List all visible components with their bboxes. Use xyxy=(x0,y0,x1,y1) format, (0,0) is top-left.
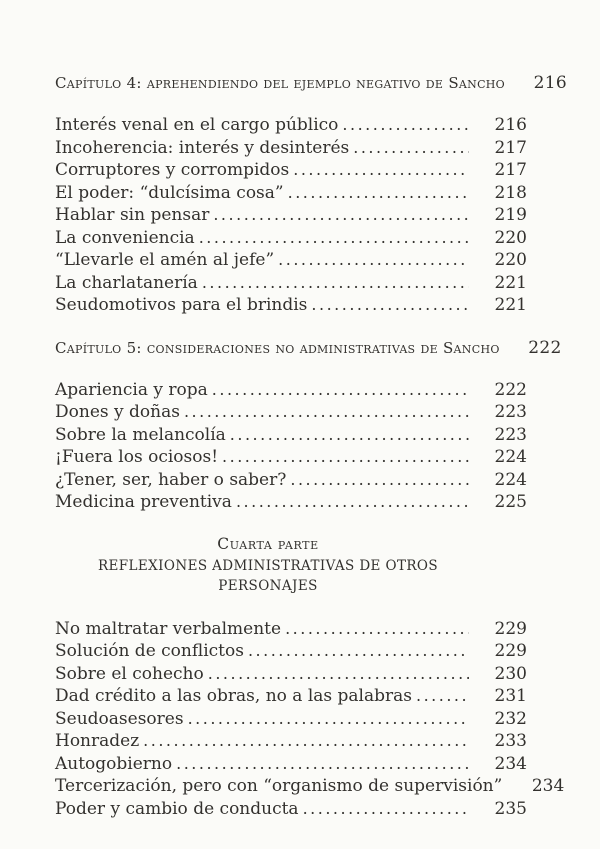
dot-leader xyxy=(208,663,469,685)
page-number: 221 xyxy=(494,272,527,293)
toc-entry-row xyxy=(55,294,527,317)
toc-entry-row xyxy=(55,424,527,447)
toc-entry-row xyxy=(55,753,527,776)
page-number: 229 xyxy=(494,641,527,661)
chapter-heading-row xyxy=(55,72,567,94)
dot-leader xyxy=(236,491,469,513)
page-number: 233 xyxy=(494,731,527,751)
toc-section xyxy=(55,72,567,317)
toc-entry-label: Medicina preventiva xyxy=(55,492,232,512)
page-number: 216 xyxy=(494,115,527,135)
dot-leader xyxy=(290,469,469,491)
page-number: 224 xyxy=(494,447,527,467)
dot-leader xyxy=(176,753,469,775)
dot-leader xyxy=(199,227,469,249)
toc-entry-label: Corruptores y corrompidos xyxy=(55,160,290,180)
chapter-heading-row xyxy=(55,337,562,359)
dot-leader xyxy=(285,618,469,640)
toc-entry-row xyxy=(55,798,527,821)
toc-entry-label: Seudomotivos para el brindis xyxy=(55,295,308,315)
toc-entry-label: Solución de conflictos xyxy=(55,641,244,661)
toc-entry-label: ¡Fuera los ociosos! xyxy=(55,447,219,467)
dot-leader xyxy=(278,249,469,271)
dot-leader xyxy=(212,379,469,401)
toc-entry-label: Hablar sin pensar xyxy=(55,205,210,225)
page-number: 235 xyxy=(494,798,527,819)
page-number: 220 xyxy=(494,250,527,270)
table-of-contents xyxy=(55,72,567,820)
dot-leader xyxy=(202,272,469,294)
toc-entry-row xyxy=(55,204,527,227)
chapter-heading-label: Capítulo 5: consideraciones no administrativas de Sancho xyxy=(55,338,500,357)
page-number: 217 xyxy=(494,160,527,180)
page-number: 222 xyxy=(494,379,527,400)
toc-entry-row xyxy=(55,182,527,205)
page-number: 229 xyxy=(494,618,527,639)
dot-leader xyxy=(416,685,469,707)
toc-entry-label: Tercerización, pero con “organismo de supervisión” xyxy=(55,776,503,796)
page-number: 223 xyxy=(494,424,527,445)
toc-entry-row xyxy=(55,114,527,137)
page-number: 224 xyxy=(494,469,527,490)
page-number: 223 xyxy=(494,402,527,422)
toc-entry-label: La conveniencia xyxy=(55,227,195,248)
toc-entry-label: El poder: “dulcísima cosa” xyxy=(55,182,284,203)
page-number: 234 xyxy=(494,753,527,774)
toc-entry-label: Honradez xyxy=(55,731,140,751)
toc-section xyxy=(55,532,565,821)
toc-entry-row xyxy=(55,775,565,798)
toc-entry-row xyxy=(55,249,527,272)
dot-leader xyxy=(143,730,469,752)
dot-leader xyxy=(222,446,469,468)
toc-entry-label: Sobre el cohecho xyxy=(55,663,204,684)
chapter-heading-label: Capítulo 4: aprehendiendo del ejemplo negativo de Sancho xyxy=(55,74,505,92)
page-number: 217 xyxy=(494,137,527,158)
page-number: 220 xyxy=(494,227,527,248)
part-subtitle: REFLEXIONES ADMINISTRATIVAS DE OTROS PERSONAJES xyxy=(97,557,439,594)
toc-entry-label: Seudoasesores xyxy=(55,708,184,729)
toc-entry-row xyxy=(55,272,527,295)
dot-leader xyxy=(311,294,469,316)
toc-entry-row xyxy=(55,401,527,424)
dot-leader xyxy=(213,204,469,226)
toc-entry-label: Dones y doñas xyxy=(55,402,180,422)
page-number: 234 xyxy=(531,776,565,796)
toc-entry-label: Poder y cambio de conducta xyxy=(55,798,299,819)
toc-entry-row xyxy=(55,708,527,731)
page-number: 218 xyxy=(494,182,527,203)
toc-entry-label: Sobre la melancolía xyxy=(55,424,226,445)
toc-entry-row xyxy=(55,159,527,182)
dot-leader xyxy=(353,137,469,159)
dot-leader xyxy=(293,159,469,181)
toc-entry-label: “Llevarle el amén al jefe” xyxy=(55,250,275,270)
page-number: 230 xyxy=(494,663,527,684)
dot-leader xyxy=(230,424,469,446)
toc-entry-label: ¿Tener, ser, haber o saber? xyxy=(55,469,287,490)
page-number: 222 xyxy=(528,337,562,358)
page-number: 225 xyxy=(494,492,527,512)
toc-entry-row xyxy=(55,685,527,708)
toc-entry-row xyxy=(55,446,527,469)
toc-entry-label: No maltratar verbalmente xyxy=(55,618,282,639)
dot-leader xyxy=(248,640,469,662)
dot-leader xyxy=(288,182,469,204)
toc-entry-row xyxy=(55,618,527,641)
toc-entry-label: Dad crédito a las obras, no a las palabras xyxy=(55,686,412,706)
toc-entry-row xyxy=(55,640,527,663)
page-number: 216 xyxy=(533,73,567,93)
page-number: 232 xyxy=(494,708,527,729)
toc-entry-row xyxy=(55,469,527,492)
toc-entry-row xyxy=(55,730,527,753)
toc-entry-row xyxy=(55,491,527,514)
toc-section xyxy=(55,337,562,514)
part-heading xyxy=(55,532,481,596)
part-title: Cuarta parte xyxy=(217,534,319,553)
toc-entry-label: Interés venal en el cargo público xyxy=(55,115,339,135)
toc-entry-row xyxy=(55,379,527,402)
toc-entry-label: Autogobierno xyxy=(55,753,173,774)
dot-leader xyxy=(303,798,469,820)
page-number: 219 xyxy=(494,205,527,225)
page-number: 221 xyxy=(494,295,527,315)
dot-leader xyxy=(188,708,469,730)
toc-entry-label: La charlatanería xyxy=(55,272,198,293)
toc-entry-row xyxy=(55,227,527,250)
dot-leader xyxy=(342,114,469,136)
toc-entry-row xyxy=(55,137,527,160)
toc-entry-label: Incoherencia: interés y desinterés xyxy=(55,137,350,158)
toc-entry-label: Apariencia y ropa xyxy=(55,379,208,400)
toc-entry-row xyxy=(55,663,527,686)
dot-leader xyxy=(184,401,469,423)
page-number: 231 xyxy=(494,686,527,706)
